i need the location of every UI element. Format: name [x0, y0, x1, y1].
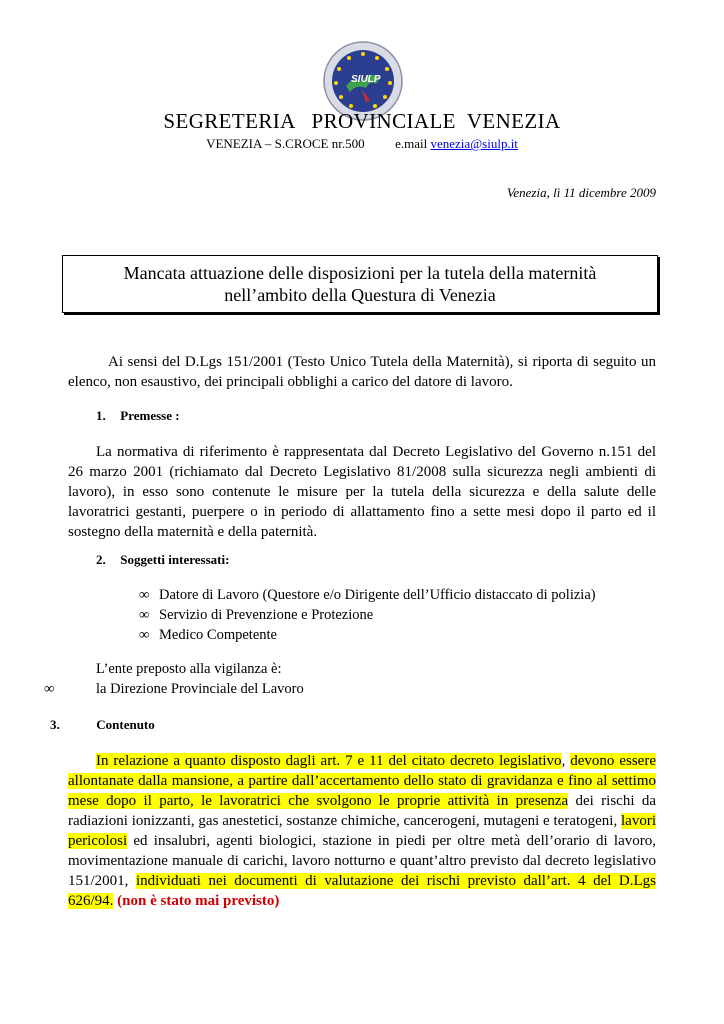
highlight-articoli: In relazione a quanto disposto dagli art. 7 e 11 del citato decreto legislativo: [96, 753, 562, 769]
section-3-heading: [50, 717, 155, 733]
email-link[interactable]: venezia@siulp.it: [430, 136, 518, 151]
title-line-2: nell’ambito della Questura di Venezia: [224, 285, 496, 305]
section-2-title: Soggetti interessati:: [120, 552, 230, 567]
vigilanza-label: L’ente preposto alla vigilanza è:: [96, 661, 282, 677]
document-title-box: [62, 255, 658, 313]
section-1-number: 1.: [96, 408, 106, 423]
intro-paragraph: Ai sensi del D.Lgs 151/2001 (Testo Unico Tutela della Maternità), si riporta di seguito un elenco, non esaustivo, dei principali obblighi a carico del datore di lavoro.: [68, 354, 656, 390]
soggetti-list: [139, 585, 596, 645]
header-address: [0, 136, 724, 152]
infinity-bullet-icon: ∞: [139, 627, 150, 643]
list-item: ∞ Medico Competente: [139, 627, 277, 643]
section-3-number: 3.: [50, 717, 60, 732]
premesse-paragraph: La normativa di riferimento è rappresentata dal Decreto Legislativo del Governo n.151 del 26 marzo 2001 (richiamato dal Decreto Legislativo 81/2008 sulla sicurezza negli ambienti di lavoro), in esso sono contenute le misure per la tutela della sicurezza e della salute delle lavoratrici gestanti, puerpere o in periodo di allattamento fino a sette mesi dopo il parto ed il sostegno della maternità e della paternità.: [68, 444, 656, 540]
highlight-allontanamento: devono essere allontanate dalla mansione, a partire dall’accertamento dello stato di gravidanza e fino al settimo mese dopo il parto, le lavoratrici che svolgono le proprie attività in presenza: [68, 753, 656, 809]
contenuto-paragraph: In relazione a quanto disposto dagli art. 7 e 11 del citato decreto legislativo, devono essere allontanate dalla mansione, a partire dall’accertamento dello stato di gravidanza e fino al settimo mese dopo il parto, le lavoratrici che svolgono le proprie attività in presenza dei rischi da radiazioni ionizzanti, gas anestetici, sostanze chimiche, cancerogeni, mutageni e teratogeni, lavori pericolosi ed insalubri, agenti biologici, stazione in piedi per oltre metà dell’orario di lavoro, movimentazione manuale di carichi, lavoro notturno e quant’altro previsto dal decreto legislativo 151/2001, individuati nei documenti di valutazione dei rischi previsto dall’art. 4 del D.Lgs 626/94. (non è stato mai previsto): [68, 753, 656, 909]
date-line: Venezia, lì 11 dicembre 2009: [506, 185, 656, 200]
section-3-title: Contenuto: [96, 717, 155, 732]
highlight-documenti: individuati nei documenti di valutazione dei rischi previsto dall’art. 4 del D.Lgs 626/94.: [68, 873, 656, 909]
header-title: SEGRETERIA PROVINCIALE VENEZIA: [163, 109, 561, 133]
section-2-heading: [96, 552, 229, 568]
section-1-title: Premesse :: [120, 408, 180, 423]
list-item: ∞ Datore di Lavoro (Questore e/o Dirigente dell’Ufficio distaccato di polizia): [139, 587, 596, 603]
section-2-number: 2.: [96, 552, 106, 567]
list-item: ∞ Servizio di Prevenzione e Protezione: [139, 607, 374, 623]
address-text: VENEZIA – S.CROCE nr.500: [206, 136, 365, 151]
infinity-bullet-icon: ∞: [139, 587, 150, 603]
section-1-heading: [96, 408, 180, 424]
title-line-1: Mancata attuazione delle disposizioni per la tutela della maternità: [123, 263, 597, 283]
red-note: (non è stato mai previsto): [113, 893, 280, 909]
infinity-bullet-icon: ∞: [139, 607, 150, 623]
vigilanza-item: ∞ la Direzione Provinciale del Lavoro: [44, 681, 304, 697]
logo-text: SIULP: [351, 74, 381, 85]
infinity-bullet-icon: ∞: [44, 681, 55, 697]
highlight-lavori-pericolosi: lavori pericolosi: [68, 813, 656, 849]
email-label: e.mail: [395, 136, 428, 151]
